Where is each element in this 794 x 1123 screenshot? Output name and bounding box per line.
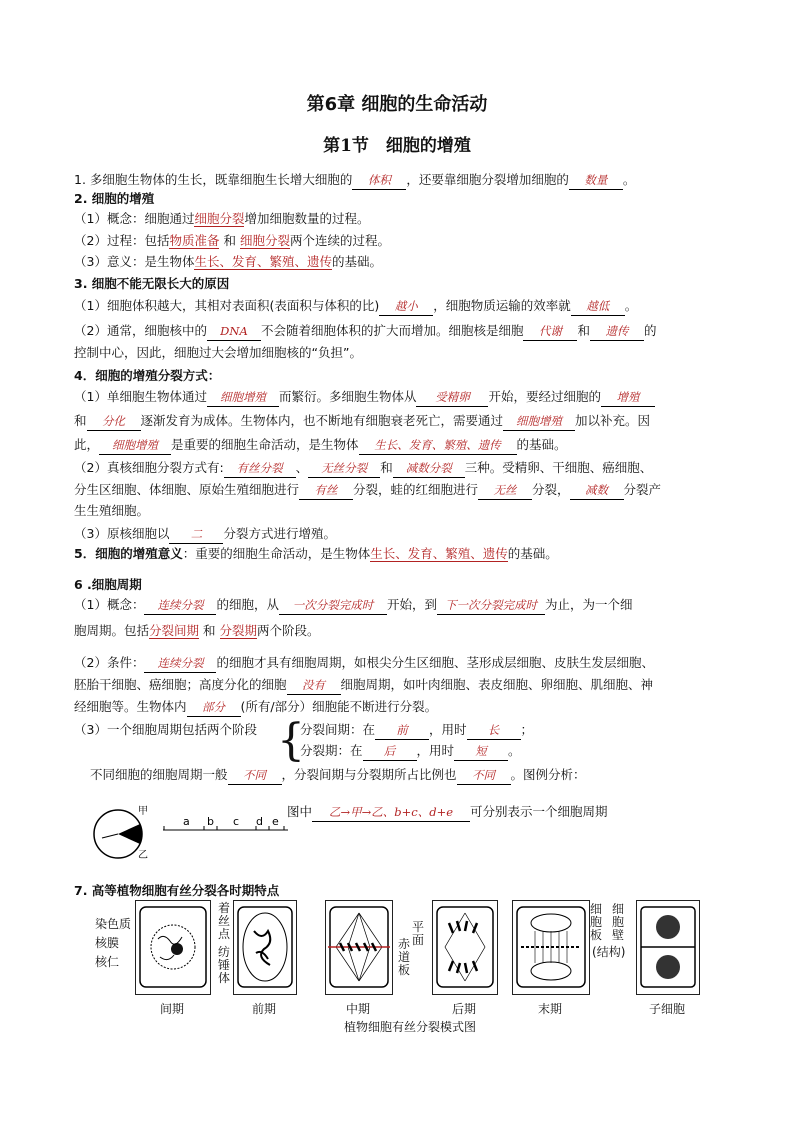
label-nucleolus: 核仁 <box>95 955 120 969</box>
q4-l5-mid: 分裂，蛙的红细胞进行 <box>353 482 479 497</box>
q4-l4-text: （2）真核细胞分裂方式有: <box>74 460 224 475</box>
q2-line-2 <box>74 232 390 250</box>
q5-heading: 5．细胞的增殖意义 <box>74 546 183 561</box>
mitosis-text: 分裂期：在 <box>300 743 363 758</box>
q4-l5-text: 分生区细胞、体细胞、原始生殖细胞进行 <box>74 482 300 497</box>
figure-end: 可分别表示一个细胞周期 <box>470 804 608 819</box>
q4-l4-end: 三种。受精卵、干细胞、癌细胞、 <box>464 460 653 475</box>
label-spindle: 纺 锤 体 <box>218 945 231 985</box>
interphase-mid: ，用时 <box>429 722 467 737</box>
q2-l2-mid: 和 <box>223 233 236 248</box>
q6-heading: 6 .细胞周期 <box>74 577 142 592</box>
q6-l3-end: 的细胞才具有细胞周期，如根尖分生区细胞、茎形成层细胞、皮肤生发层细胞、 <box>216 655 654 670</box>
q6-interphase-line <box>300 721 533 740</box>
interphase-cell <box>136 901 210 994</box>
q6-l1-answer-2: 一次分裂完成时 <box>279 596 387 615</box>
q4-l5-answer-2: 无丝 <box>478 481 532 500</box>
q6-line-6 <box>74 721 257 739</box>
label-plane: 平 面 <box>412 920 425 947</box>
q6-l5-answer: 部分 <box>187 698 241 717</box>
q6-l5-text: 经细胞等。生物体内 <box>74 699 187 714</box>
q2-l3-text: （3）意义：是生物体 <box>74 254 195 269</box>
mitosis-answer-1: 后 <box>363 742 417 761</box>
figure-answer: 乙→甲→乙、b+c、d+e <box>312 803 470 822</box>
q7-heading: 7. 高等植物细胞有丝分裂各时期特点 <box>74 883 280 898</box>
q2-l2-text: （2）过程：包括 <box>74 233 170 248</box>
q4-line-3 <box>74 436 567 455</box>
q6-line-1 <box>74 596 633 615</box>
panel-telophase <box>512 900 590 995</box>
interphase-answer-2: 长 <box>467 721 521 740</box>
metaphase-cell <box>326 901 392 994</box>
q4-line-5 <box>74 481 661 500</box>
cycle-marker-line <box>102 834 118 838</box>
q4-l5-answer-3: 减数 <box>570 481 624 500</box>
q6-mitosis-line <box>300 742 521 761</box>
interphase-text: 分裂间期：在 <box>300 722 376 737</box>
q4-l4-answer-2: 无丝分裂 <box>308 459 380 478</box>
q2-l1-text: （1）概念：细胞通过 <box>74 211 195 226</box>
label-yi: 乙 <box>138 850 148 861</box>
q1-text-end: 。 <box>622 172 636 187</box>
mitosis-end: 。 <box>508 743 521 758</box>
segment-e: e <box>272 815 279 828</box>
label-structure: (结构) <box>592 945 626 959</box>
q4-l1-answer-3: 增殖 <box>601 388 655 407</box>
mitosis-answer-2: 短 <box>454 742 508 761</box>
q3-l1-answer-2: 越低 <box>571 297 625 316</box>
q4-l4-answer-3: 减数分裂 <box>393 459 465 478</box>
q4-l7-answer: 二 <box>169 525 223 544</box>
label-cell-plate: 细 胞 板 <box>590 902 603 942</box>
q4-l2-mid: 逐渐发育为成体。生物体内，也不断地有细胞衰老死亡，需要通过 <box>140 413 504 428</box>
q5-text: ：重要的细胞生命活动，是生物体 <box>182 546 371 561</box>
q2-l2-answer-2: 细胞分裂 <box>239 233 290 248</box>
interphase-end: ； <box>520 722 534 737</box>
q4-l5-answer-1: 有丝 <box>299 481 353 500</box>
q3-l1-answer-1: 越小 <box>379 297 433 316</box>
q2-l1-answer: 细胞分裂 <box>194 211 245 226</box>
daughter-cells <box>637 901 699 994</box>
q4-heading: 4．细胞的增殖分裂方式： <box>74 368 221 383</box>
cell-cycle-figure <box>88 800 298 865</box>
q6-l1-text: （1）概念： <box>74 597 145 612</box>
segment-d: d <box>256 815 263 828</box>
division-sector <box>118 824 142 844</box>
q6-line-2 <box>74 622 320 640</box>
q3-line-1 <box>74 297 637 316</box>
panel-interphase <box>135 900 211 995</box>
q6-l6-text: （3）一个细胞周期包括两个阶段 <box>74 722 257 737</box>
q6-line-3 <box>74 654 654 673</box>
section-title: 第1节 细胞的增殖 <box>323 136 471 156</box>
q3-heading: 3. 细胞不能无限长大的原因 <box>74 276 230 291</box>
q6-l2-end: 两个阶段。 <box>257 623 320 638</box>
q4-l2-text: 和 <box>74 413 87 428</box>
q4-l4-sep-1: 、 <box>295 460 309 475</box>
panel-metaphase <box>325 900 393 995</box>
label-jia: 甲 <box>138 806 148 817</box>
q6-l3-answer: 连续分裂 <box>144 654 216 673</box>
q3-l1-mid: ，细胞物质运输的效率就 <box>433 298 571 313</box>
q4-l3-answer-1: 细胞增殖 <box>99 436 171 455</box>
q4-l4-sep-2: 和 <box>380 460 393 475</box>
q4-l1-answer-2: 受精卵 <box>416 388 488 407</box>
q4-l1-answer-1: 细胞增殖 <box>207 388 279 407</box>
q4-line-2 <box>74 412 650 431</box>
label-equator-plate: 赤 道 板 <box>398 937 411 977</box>
q4-l2-answer-2: 细胞增殖 <box>503 412 575 431</box>
label-centromere: 着 丝 点 <box>218 901 231 941</box>
q6-line-4 <box>74 676 653 695</box>
interphase-answer-1: 前 <box>375 721 429 740</box>
figure-text: 图中 <box>287 804 313 819</box>
q2-l2-answer-1: 物质准备 <box>169 233 220 248</box>
q5-line <box>74 545 558 563</box>
q4-l3-mid: 是重要的细胞生命活动，是生物体 <box>171 437 359 452</box>
q6-l1-end: 为止，为一个细 <box>544 597 633 612</box>
q6-l7-answer-2: 不同 <box>457 766 511 785</box>
q1-answer-1: 体积 <box>352 171 406 190</box>
q5-answer: 生长、发育、繁殖、遗传 <box>370 546 508 561</box>
q3-l2-mid2: 和 <box>577 323 590 338</box>
label-chromatin: 染色质 <box>95 917 132 931</box>
q3-l1-text: （1）细胞体积越大，其相对表面积(表面积与体积的比) <box>74 298 380 313</box>
q4-l4-answer-1: 有丝分裂 <box>224 459 296 478</box>
prophase-cell <box>234 901 296 994</box>
q2-l1-end: 增加细胞数量的过程。 <box>244 211 370 226</box>
panel-prophase <box>233 900 297 995</box>
q3-line-3: 控制中心，因此，细胞过大会增加细胞核的“负担”。 <box>74 345 362 360</box>
q3-l2-answer-3: 遗传 <box>590 322 644 341</box>
q4-l3-answer-2: 生长、发育、繁殖、遗传 <box>359 436 517 455</box>
caption-prophase: 前期 <box>251 1002 276 1016</box>
q2-l2-end: 两个连续的过程。 <box>289 233 390 248</box>
segment-b: b <box>207 815 214 828</box>
q3-l2-text: （2）通常，细胞核中的 <box>74 323 207 338</box>
q6-l2-answer-1: 分裂间期 <box>149 623 200 638</box>
q6-l7-answer-1: 不同 <box>228 766 282 785</box>
q6-l7-text: 不同细胞的细胞周期一般 <box>90 767 228 782</box>
q4-l1-text: （1）单细胞生物体通过 <box>74 389 207 404</box>
q4-l1-mid2: 开始，要经过细胞的 <box>488 389 601 404</box>
q6-l4-end: 细胞周期，如叶肉细胞、表皮细胞、卵细胞、肌细胞、神 <box>340 677 654 692</box>
q6-l2-text: 胞周期。包括 <box>74 623 150 638</box>
q2-line-3 <box>74 253 382 271</box>
q4-line-6: 生生殖细胞。 <box>74 503 150 518</box>
figure-caption: 植物细胞有丝分裂模式图 <box>343 1020 476 1034</box>
caption-metaphase: 中期 <box>345 1002 370 1016</box>
q3-l1-end: 。 <box>624 298 638 313</box>
label-membrane: 核膜 <box>95 936 120 950</box>
q6-l1-answer-3: 下一次分裂完成时 <box>437 596 545 615</box>
q3-l2-mid: 不会随着细胞体积的扩大而增加。细胞核是细胞 <box>260 323 524 338</box>
q2-l3-answer: 生长、发育、繁殖、遗传 <box>194 254 332 269</box>
segment-c: c <box>233 815 240 828</box>
q1-answer-2: 数量 <box>569 171 623 190</box>
q6-l7-end: 。图例分析： <box>510 767 586 782</box>
q2-heading: 2. 细胞的增殖 <box>74 191 155 206</box>
q2-l3-end: 的基础。 <box>331 254 382 269</box>
q6-l1-mid: 的细胞，从 <box>216 597 279 612</box>
q4-l2-answer-1: 分化 <box>87 412 141 431</box>
q2-line-1 <box>74 210 370 228</box>
q6-figure-line <box>287 803 608 822</box>
q6-l2-mid: 和 <box>203 623 216 638</box>
segment-a: a <box>183 815 190 828</box>
q6-line-7 <box>90 766 586 785</box>
q3-l2-end: 的 <box>644 323 657 338</box>
chapter-title: 第6章 细胞的生命活动 <box>306 94 488 115</box>
q6-l1-mid2: 开始，到 <box>386 597 437 612</box>
q4-line-1 <box>74 388 655 407</box>
q1-line <box>74 171 635 190</box>
q4-l7-text: （3）原核细胞以 <box>74 526 170 541</box>
q1-text-mid: ，还要靠细胞分裂增加细胞的 <box>406 172 569 187</box>
brace-icon: { <box>277 715 305 766</box>
q4-l3-text: 此， <box>74 437 100 452</box>
q4-l3-end: 的基础。 <box>516 437 567 452</box>
q1-text: 1. 多细胞生物体的生长，既靠细胞生长增大细胞的 <box>74 172 353 187</box>
caption-telophase: 末期 <box>537 1002 562 1016</box>
q4-l5-end: 分裂产 <box>623 482 662 497</box>
telophase-cell <box>513 901 589 994</box>
q6-l1-answer-1: 连续分裂 <box>144 596 216 615</box>
q5-end: 的基础。 <box>507 546 558 561</box>
q6-l3-text: （2）条件： <box>74 655 145 670</box>
q4-l5-mid2: 分裂， <box>532 482 570 497</box>
q4-l7-end: 分裂方式进行增殖。 <box>223 526 336 541</box>
q6-l5-end: (所有/部分）细胞能不断进行分裂。 <box>240 699 438 714</box>
panel-daughter-cells <box>636 900 700 995</box>
caption-daughter-cells: 子细胞 <box>648 1002 685 1016</box>
q6-l4-answer: 没有 <box>287 676 341 695</box>
anaphase-cell <box>433 901 497 994</box>
q6-line-5 <box>74 698 437 717</box>
q4-line-4 <box>74 459 652 478</box>
q4-l2-end: 加以补充。因 <box>575 413 651 428</box>
q6-l7-mid: ，分裂间期与分裂期所占比例也 <box>281 767 457 782</box>
q3-l2-answer-1: DNA <box>207 322 261 341</box>
mitosis-mid: ，用时 <box>416 743 455 758</box>
label-cell-wall: 细 胞 壁 <box>612 902 625 942</box>
q4-l1-mid: 而繁衍。多细胞生物体从 <box>278 389 417 404</box>
caption-interphase: 间期 <box>159 1002 184 1016</box>
q4-line-7 <box>74 525 336 544</box>
q6-l2-answer-2: 分裂期 <box>219 623 258 638</box>
q3-l2-answer-2: 代谢 <box>523 322 577 341</box>
q3-line-2 <box>74 322 657 341</box>
caption-anaphase: 后期 <box>451 1002 476 1016</box>
q6-l4-text: 胚胎干细胞、癌细胞；高度分化的细胞 <box>74 677 287 692</box>
panel-anaphase <box>432 900 498 995</box>
